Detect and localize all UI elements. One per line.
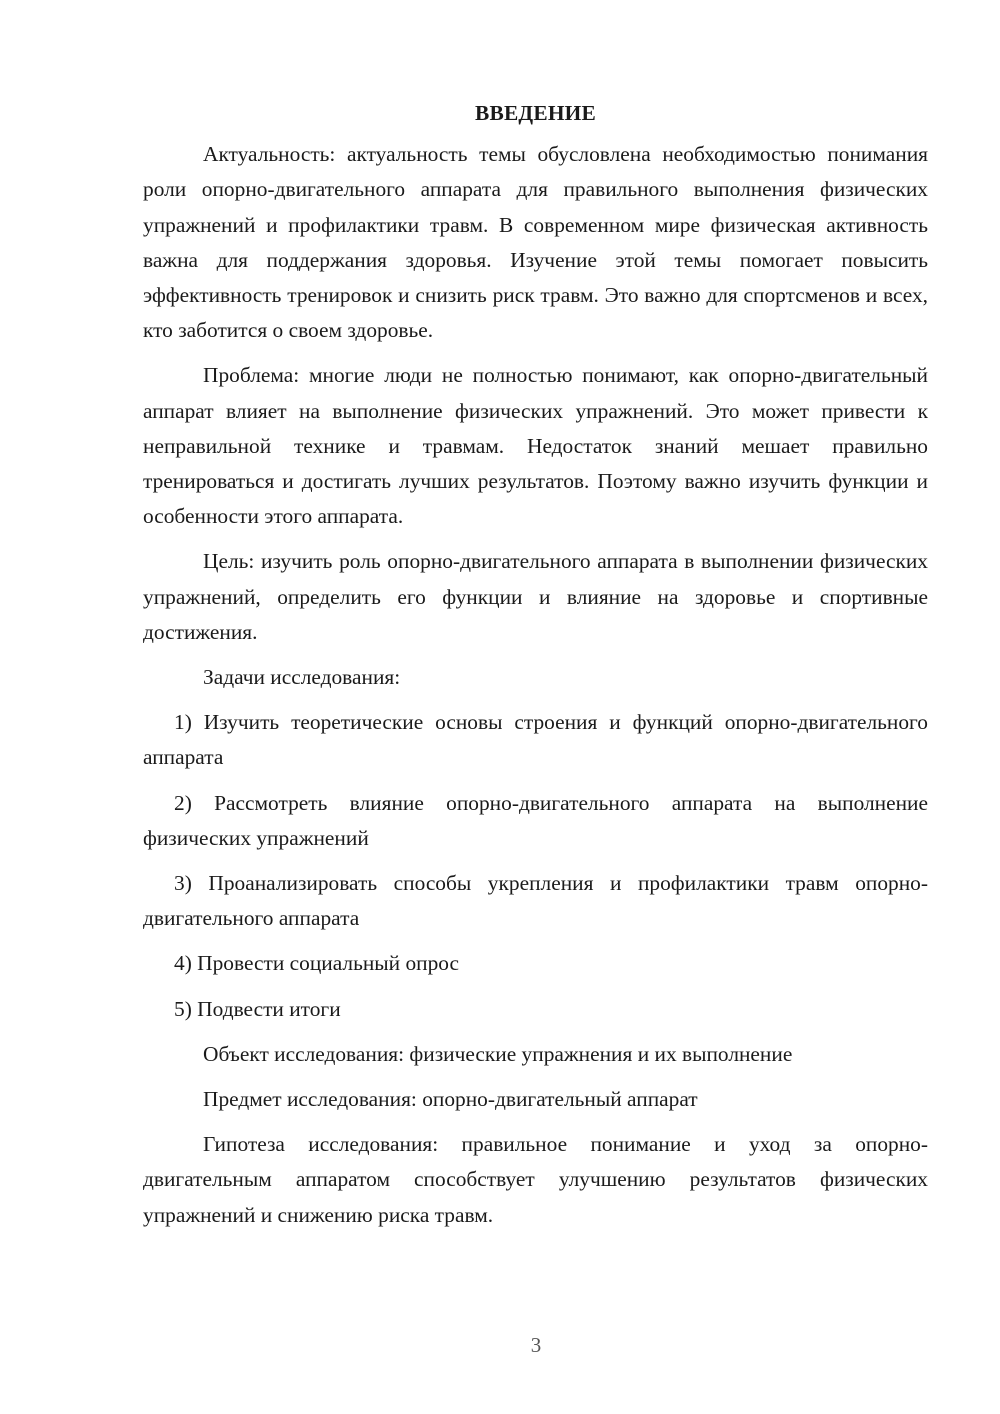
problem-paragraph: Проблема: многие люди не полностью понимают, как опорно-двигательный аппарат влияет на выполнение физических упражнений. Это может привести к неправильной технике и травмам. Недостаток знаний мешает правильно тренироваться и достигать лучших результатов. Поэтому важно изучить функции и особенности этого аппарата.	[143, 363, 928, 529]
object-paragraph: Объект исследования: физические упражнения и их выполнение	[203, 1041, 793, 1066]
task-item: 2) Рассмотреть влияние опорно-двигательного аппарата на выполнение физических упражнений	[143, 790, 928, 850]
subject-paragraph: Предмет исследования: опорно-двигательный аппарат	[203, 1087, 698, 1112]
goal-paragraph: Цель: изучить роль опорно-двигательного аппарата в выполнении физических упражнений, определить его функции и влияние на здоровье и спортивные достижения.	[143, 549, 928, 644]
task-item: 3) Проанализировать способы укрепления и профилактики травм опорно-двигательного аппарата	[143, 871, 928, 931]
task-item: 1) Изучить теоретические основы строения и функций опорно-двигательного аппарата	[143, 710, 928, 770]
section-title: ВВЕДЕНИЕ	[475, 101, 596, 125]
relevance-paragraph: Актуальность: актуальность темы обусловлена необходимостью понимания роли опорно-двигательного аппарата для правильного выполнения физических упражнений и профилактики травм. В современном мире физическая активность важна для поддержания здоровья. Изучение этой темы помогает повысить эффективность тренировок и снизить риск травм. Это важно для спортсменов и всех, кто заботится о своем здоровье.	[143, 142, 928, 343]
document-page	[143, 96, 928, 1243]
tasks-title: Задачи исследования:	[203, 665, 401, 690]
task-item: 5) Подвести итоги	[174, 996, 341, 1021]
hypothesis-paragraph: Гипотеза исследования: правильное понимание и уход за опорно-двигательным аппаратом способствует улучшению результатов физических упражнений и снижению риска травм.	[143, 1132, 928, 1227]
page-number: 3	[530, 1333, 542, 1357]
task-item: 4) Провести социальный опрос	[174, 951, 460, 976]
